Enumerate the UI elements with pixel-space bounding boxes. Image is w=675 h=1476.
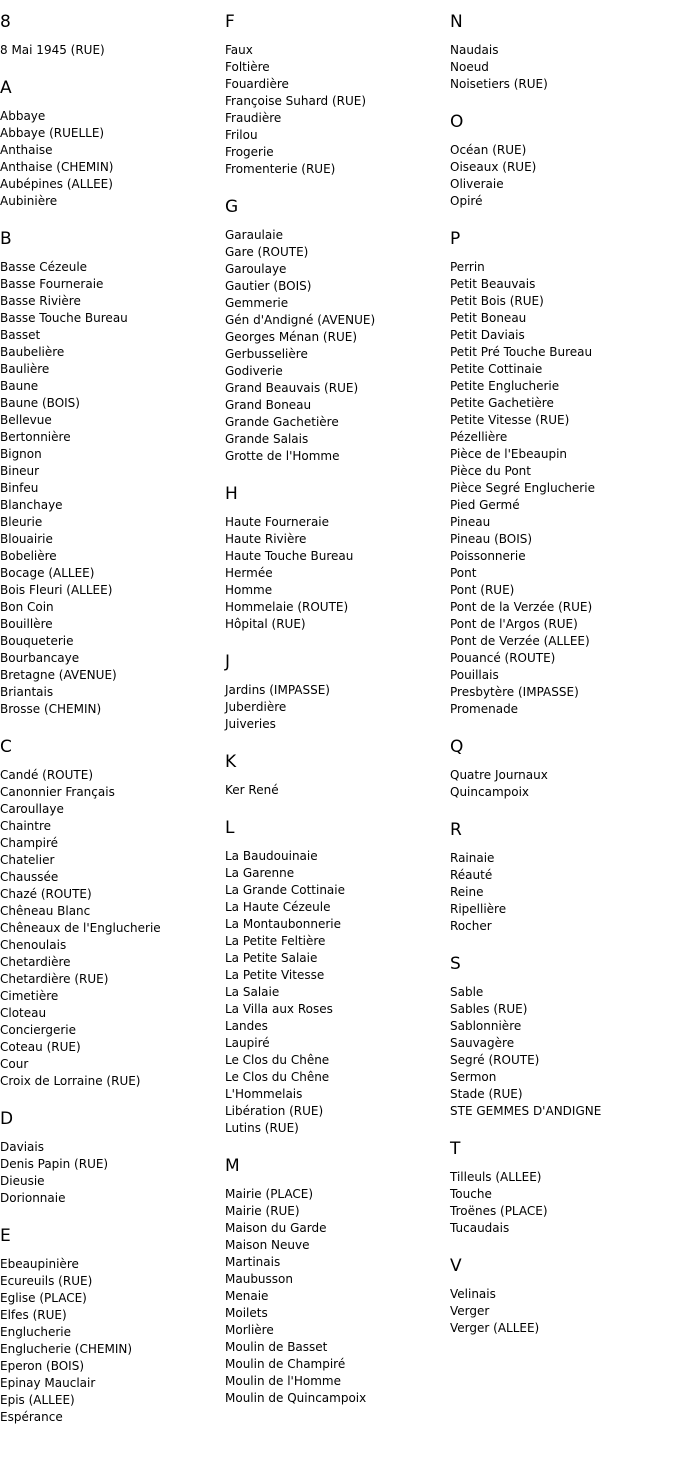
street-item[interactable]: Grand Boneau [225,398,312,412]
street-item[interactable]: Gautier (BOIS) [225,279,312,293]
street-item[interactable]: Bobelière [0,549,57,563]
street-item[interactable]: Pineau (BOIS) [450,532,533,546]
street-list [0,42,220,59]
street-list [450,1169,675,1237]
street-item[interactable]: Elfes (RUE) [0,1308,67,1322]
street-item[interactable]: Binfeu [0,481,39,495]
street-item[interactable]: Espérance [0,1410,63,1424]
street-item[interactable]: La Garenne [225,866,295,880]
street-list [225,682,445,733]
street-item[interactable]: La Grande Cottinaie [225,883,345,897]
street-item[interactable]: Georges Ménan (RUE) [225,330,357,344]
street-item[interactable]: Perrin [450,260,485,274]
letter-section [225,652,445,733]
letter-heading: C [0,737,12,757]
street-list [450,42,675,93]
street-item[interactable]: Basse Cézeule [0,260,88,274]
street-item[interactable]: Basset [0,328,41,342]
letter-section [0,737,220,1090]
letter-section [450,112,675,210]
letter-section [0,12,220,59]
letter-section [450,954,675,1120]
column-2 [225,0,445,1407]
street-item[interactable]: Candé (ROUTE) [0,768,93,782]
street-item[interactable]: Maison Neuve [225,1238,310,1252]
street-item[interactable]: Grand Beauvais (RUE) [225,381,359,395]
street-item[interactable]: Homme [225,583,273,597]
street-item[interactable]: Menaie [225,1289,269,1303]
street-item[interactable]: Pont de la Verzée (RUE) [450,600,593,614]
letter-heading: D [0,1109,14,1129]
letter-heading: V [450,1256,462,1276]
street-item[interactable]: Baubelière [0,345,65,359]
street-item[interactable]: Anthaise (CHEMIN) [0,160,114,174]
street-item[interactable]: Chatelier [0,853,55,867]
street-list [0,1139,220,1207]
street-item[interactable]: Petite Gachetière [450,396,554,410]
street-item[interactable]: L'Hommelais [225,1087,303,1101]
street-item[interactable]: Maubusson [225,1272,293,1286]
street-item[interactable]: Bellevue [0,413,52,427]
letter-heading: P [450,229,461,249]
street-item[interactable]: Brosse (CHEMIN) [0,702,102,716]
street-item[interactable]: Chaussée [0,870,59,884]
column-1 [0,0,220,1426]
street-item[interactable]: Réauté [450,868,493,882]
street-item[interactable]: Chaintre [0,819,52,833]
letter-heading: G [225,197,239,217]
street-item[interactable]: Bocage (ALLEE) [0,566,95,580]
street-item[interactable]: 8 Mai 1945 (RUE) [0,43,105,57]
street-item[interactable]: Briantais [0,685,54,699]
street-item[interactable]: Basse Rivière [0,294,81,308]
letter-heading: Q [450,737,464,757]
letter-heading: E [0,1226,11,1246]
street-item[interactable]: Le Clos du Chêne [225,1070,330,1084]
street-list [225,514,445,633]
letter-heading: F [225,12,235,32]
street-item[interactable]: Bois Fleuri (ALLEE) [0,583,113,597]
street-list [450,850,675,935]
street-item[interactable]: Coteau (RUE) [0,1040,81,1054]
street-item[interactable]: Pièce de l'Ebeaupin [450,447,568,461]
street-item[interactable]: La Haute Cézeule [225,900,331,914]
street-item[interactable]: Cour [0,1057,29,1071]
street-list [225,848,445,1137]
street-item[interactable]: Segré (ROUTE) [450,1053,540,1067]
letter-heading: R [450,820,462,840]
street-item[interactable]: Englucherie (CHEMIN) [0,1342,133,1356]
street-item[interactable]: Presbytère (IMPASSE) [450,685,579,699]
street-item[interactable]: Baune (BOIS) [0,396,80,410]
street-item[interactable]: Océan (RUE) [450,143,527,157]
street-item[interactable]: Mairie (RUE) [225,1204,300,1218]
letter-section [225,197,445,465]
street-item[interactable]: Bignon [0,447,42,461]
street-item[interactable]: Pièce du Pont [450,464,531,478]
street-item[interactable]: Petit Pré Touche Bureau [450,345,593,359]
street-item[interactable]: Velinais [450,1287,496,1301]
street-item[interactable]: Pouillais [450,668,499,682]
street-item[interactable]: Hermée [225,566,273,580]
column-3 [450,0,675,1337]
street-item[interactable]: Promenade [450,702,519,716]
street-item[interactable]: Troënes (PLACE) [450,1204,548,1218]
street-item[interactable]: Moulin de Basset [225,1340,328,1354]
street-item[interactable]: Cloteau [0,1006,47,1020]
letter-section [450,1256,675,1337]
street-item[interactable]: Verger [450,1304,490,1318]
street-list [450,984,675,1120]
street-item[interactable]: Faux [225,43,253,57]
letter-heading: K [225,752,237,772]
street-item[interactable]: Cimetière [0,989,59,1003]
letter-section [0,78,220,210]
street-item[interactable]: Reine [450,885,484,899]
street-item[interactable]: Stade (RUE) [450,1087,523,1101]
letter-section [450,12,675,93]
street-item[interactable]: Dieusie [0,1174,45,1188]
street-item[interactable]: Chetardière (RUE) [0,972,109,986]
street-item[interactable]: Aubépines (ALLEE) [0,177,113,191]
street-list [225,42,445,178]
street-item[interactable]: Chêneaux de l'Englucherie [0,921,161,935]
street-item[interactable]: Martinais [225,1255,281,1269]
street-item[interactable]: Godiverie [225,364,283,378]
letter-section [450,737,675,801]
street-item[interactable]: Petite Vitesse (RUE) [450,413,570,427]
street-item[interactable]: Gemmerie [225,296,289,310]
street-item[interactable]: Tilleuls (ALLEE) [450,1170,542,1184]
street-item[interactable]: Ripellière [450,902,507,916]
street-item[interactable]: Gén d'Andigné (AVENUE) [225,313,376,327]
street-item[interactable]: Pont (RUE) [450,583,515,597]
letter-heading: B [0,229,12,249]
street-item[interactable]: Grotte de l'Homme [225,449,340,463]
street-item[interactable]: Ecureuils (RUE) [0,1274,93,1288]
letter-section [225,484,445,633]
street-item[interactable]: Fraudière [225,111,282,125]
street-item[interactable]: Bourbancaye [0,651,80,665]
street-item[interactable]: Juberdière [225,700,287,714]
street-item[interactable]: Poissonnerie [450,549,526,563]
street-item[interactable]: Pouancé (ROUTE) [450,651,556,665]
street-item[interactable]: Lutins (RUE) [225,1121,299,1135]
street-item[interactable]: Abbaye (RUELLE) [0,126,105,140]
street-item[interactable]: Noeud [450,60,489,74]
street-item[interactable]: La Salaie [225,985,280,999]
street-list [450,1286,675,1337]
street-item[interactable]: Morlière [225,1323,274,1337]
street-item[interactable]: Verger (ALLEE) [450,1321,540,1335]
letter-section [450,229,675,718]
street-item[interactable]: Naudais [450,43,499,57]
letter-section [0,229,220,718]
street-item[interactable]: Anthaise [0,143,53,157]
street-item[interactable]: Blanchaye [0,498,63,512]
street-item[interactable]: Opiré [450,194,483,208]
street-item[interactable]: Croix de Lorraine (RUE) [0,1074,141,1088]
street-item[interactable]: Champiré [0,836,59,850]
street-item[interactable]: Petite Cottinaie [450,362,543,376]
street-item[interactable]: Moulin de Champiré [225,1357,346,1371]
street-item[interactable]: Gerbusselière [225,347,308,361]
letter-section [0,1109,220,1207]
street-item[interactable]: Pont de Verzée (ALLEE) [450,634,590,648]
street-item[interactable]: Basse Touche Bureau [0,311,128,325]
street-item[interactable]: Caroullaye [0,802,64,816]
street-item[interactable]: Moulin de l'Homme [225,1374,341,1388]
street-item[interactable]: Eperon (BOIS) [0,1359,84,1373]
street-item[interactable]: Bineur [0,464,40,478]
letter-section [225,752,445,799]
street-item[interactable]: Moilets [225,1306,268,1320]
street-list [0,1256,220,1426]
street-item[interactable]: Petit Boneau [450,311,527,325]
street-item[interactable]: Hommelaie (ROUTE) [225,600,349,614]
street-item[interactable]: La Petite Feltière [225,934,326,948]
street-item[interactable]: Denis Papin (RUE) [0,1157,109,1171]
street-item[interactable]: Bon Coin [0,600,54,614]
street-item[interactable]: Basse Fourneraie [0,277,104,291]
street-item[interactable]: La Villa aux Roses [225,1002,333,1016]
street-item[interactable]: La Petite Vitesse [225,968,325,982]
street-item[interactable]: Epinay Mauclair [0,1376,96,1390]
street-item[interactable]: La Montaubonnerie [225,917,342,931]
letter-heading: O [450,112,464,132]
street-item[interactable]: Noisetiers (RUE) [450,77,548,91]
street-list [0,259,220,718]
street-list [0,767,220,1090]
street-item[interactable]: Maison du Garde [225,1221,327,1235]
street-item[interactable]: Bouillère [0,617,53,631]
street-item[interactable]: Pièce Segré Englucherie [450,481,595,495]
street-item[interactable]: Grande Salais [225,432,309,446]
street-item[interactable]: Chêneau Blanc [0,904,91,918]
street-item[interactable]: STE GEMMES D'ANDIGNE [450,1104,602,1118]
letter-section [225,1156,445,1407]
street-item[interactable]: Conciergerie [0,1023,77,1037]
street-item[interactable]: Quincampoix [450,785,530,799]
street-item[interactable]: Touche [450,1187,492,1201]
street-item[interactable]: Bouqueterie [0,634,74,648]
street-item[interactable]: Landes [225,1019,268,1033]
street-item[interactable]: Jardins (IMPASSE) [225,683,330,697]
street-item[interactable]: Frogerie [225,145,274,159]
street-item[interactable]: Garoulaye [225,262,287,276]
street-item[interactable]: Daviais [0,1140,44,1154]
street-item[interactable]: Oliveraie [450,177,504,191]
letter-heading: A [0,78,12,98]
street-item[interactable]: Bertonnière [0,430,71,444]
street-item[interactable]: Haute Fourneraie [225,515,330,529]
letter-heading: T [450,1139,461,1159]
street-item[interactable]: Petite Englucherie [450,379,560,393]
street-list [450,142,675,210]
street-item[interactable]: Pont [450,566,477,580]
letter-heading: 8 [0,12,11,32]
street-item[interactable]: Ker René [225,783,279,797]
letter-heading: J [225,652,231,672]
letter-section [450,820,675,935]
street-item[interactable]: Haute Touche Bureau [225,549,354,563]
letter-heading: H [225,484,238,504]
street-item[interactable]: Oiseaux (RUE) [450,160,537,174]
street-item[interactable]: La Petite Salaie [225,951,318,965]
street-item[interactable]: Canonnier Français [0,785,115,799]
street-list [0,108,220,210]
street-item[interactable]: Chenoulais [0,938,67,952]
street-item[interactable]: Sauvagère [450,1036,515,1050]
street-item[interactable]: Bretagne (AVENUE) [0,668,117,682]
street-item[interactable]: Rocher [450,919,492,933]
street-item[interactable]: Eglise (PLACE) [0,1291,87,1305]
street-item[interactable]: Pont de l'Argos (RUE) [450,617,578,631]
street-item[interactable]: Hôpital (RUE) [225,617,306,631]
street-item[interactable]: Gare (ROUTE) [225,245,309,259]
street-item[interactable]: Petit Bois (RUE) [450,294,544,308]
street-item[interactable]: Blouairie [0,532,53,546]
street-item[interactable]: Fouardière [225,77,289,91]
street-item[interactable]: Garaulaie [225,228,283,242]
street-item[interactable]: La Baudouinaie [225,849,318,863]
street-list [225,1186,445,1407]
street-item[interactable]: Françoise Suhard (RUE) [225,94,367,108]
street-item[interactable]: Fromenterie (RUE) [225,162,336,176]
street-item[interactable]: Frilou [225,128,258,142]
street-list [225,227,445,465]
street-item[interactable]: Laupiré [225,1036,270,1050]
street-item[interactable]: Chazé (ROUTE) [0,887,92,901]
street-item[interactable]: Tucaudais [450,1221,510,1235]
street-item[interactable]: Petit Beauvais [450,277,536,291]
street-list [225,782,445,799]
letter-section [225,12,445,178]
street-item[interactable]: Dorionnaie [0,1191,66,1205]
letter-heading: S [450,954,461,974]
street-item[interactable]: Libération (RUE) [225,1104,324,1118]
street-item[interactable]: Epis (ALLEE) [0,1393,75,1407]
street-item[interactable]: Foltière [225,60,270,74]
street-item[interactable]: Mairie (PLACE) [225,1187,314,1201]
street-item[interactable]: Baulière [0,362,50,376]
street-item[interactable]: Baune [0,379,39,393]
letter-heading: M [225,1156,240,1176]
letter-section [0,1226,220,1426]
letter-section [225,818,445,1137]
letter-heading: L [225,818,235,838]
street-item[interactable]: Sable [450,985,484,999]
letter-section [450,1139,675,1237]
street-item[interactable]: Chetardière [0,955,71,969]
street-item[interactable]: Sablonnière [450,1019,522,1033]
street-item[interactable]: Grande Gachetière [225,415,339,429]
street-item[interactable]: Bleurie [0,515,43,529]
street-item[interactable]: Moulin de Quincampoix [225,1391,367,1405]
street-item[interactable]: Juiveries [225,717,276,731]
street-item[interactable]: Sermon [450,1070,497,1084]
letter-heading: N [450,12,463,32]
street-item[interactable]: Pineau [450,515,491,529]
street-item[interactable]: Sables (RUE) [450,1002,528,1016]
street-list [450,259,675,718]
street-item[interactable]: Ebeaupinière [0,1257,79,1271]
street-item[interactable]: Le Clos du Chêne [225,1053,330,1067]
street-item[interactable]: Englucherie [0,1325,71,1339]
street-item[interactable]: Pied Germé [450,498,520,512]
street-list [450,767,675,801]
street-item[interactable]: Rainaie [450,851,495,865]
street-item[interactable]: Aubinière [0,194,58,208]
street-item[interactable]: Petit Daviais [450,328,525,342]
street-item[interactable]: Pézellière [450,430,508,444]
street-item[interactable]: Abbaye [0,109,46,123]
street-item[interactable]: Haute Rivière [225,532,307,546]
street-item[interactable]: Quatre Journaux [450,768,548,782]
